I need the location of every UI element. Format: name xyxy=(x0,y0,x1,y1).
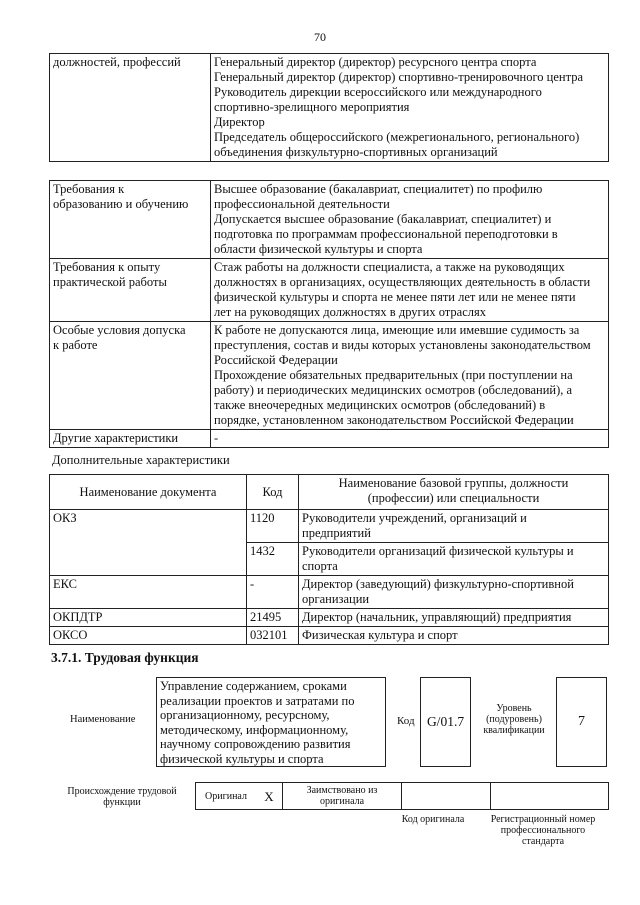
code-text: 1432 xyxy=(250,544,275,558)
function-name-box xyxy=(156,677,386,767)
row-label-text: практической работы xyxy=(53,275,167,289)
reg-number-caption xyxy=(477,814,609,847)
name-cell xyxy=(299,543,609,576)
function-name-line: Управление содержанием, сроками xyxy=(160,679,347,693)
table-row xyxy=(50,627,609,645)
name-text: Руководители организаций физической культуры и xyxy=(302,544,574,558)
code-cell xyxy=(247,510,299,543)
doc-text: ОКПДТР xyxy=(53,610,103,624)
original-mark-cell xyxy=(256,783,283,810)
table-row xyxy=(50,576,609,609)
text-line: К работе не допускаются лица, имеющие или имевшие судимость за xyxy=(214,323,580,337)
header-code-text: Код xyxy=(262,484,283,499)
code-value-box xyxy=(420,677,471,767)
doc-cell xyxy=(50,510,247,576)
table-row xyxy=(50,259,609,322)
section-heading: 3.7.1. Трудовая функция xyxy=(51,650,199,665)
professions-table xyxy=(49,53,609,162)
table-row xyxy=(196,783,609,810)
table-row xyxy=(50,510,609,543)
text-line: объединения физкультурно-спортивных организаций xyxy=(214,145,498,159)
text-line: Руководитель дирекции всероссийского или международного xyxy=(214,85,542,99)
row-label-text: образованию и обучению xyxy=(53,197,189,211)
row-label xyxy=(50,322,211,430)
text-line: Директор xyxy=(214,115,265,129)
text-line: - xyxy=(214,431,219,445)
name-cell xyxy=(299,510,609,543)
doc-cell xyxy=(50,609,247,627)
origin-label-line: Происхождение трудовой xyxy=(67,786,177,797)
row-value xyxy=(211,430,609,448)
classifiers-table xyxy=(49,474,609,645)
code-cell xyxy=(247,609,299,627)
code-text: 032101 xyxy=(250,628,288,642)
text-line: Председатель общероссийского (межрегионального, регионального) xyxy=(214,130,580,144)
professions-cell xyxy=(211,54,609,162)
text-line: Стаж работы на должности специалиста, а также на руководящих xyxy=(214,260,565,274)
text-line: физической культуры и спорта не менее пяти лет или не менее пяти xyxy=(214,290,576,304)
level-value-box xyxy=(556,677,607,767)
row-label xyxy=(50,181,211,259)
function-name-line: физической культуры и спорта xyxy=(160,751,324,766)
text-line: Генеральный директор (директор) спортивно-тренировочного центра xyxy=(214,70,584,84)
name-text: Физическая культура и спорт xyxy=(302,628,458,642)
reg-number-cell xyxy=(491,783,609,810)
table-header-row xyxy=(50,475,609,510)
row-value xyxy=(211,322,609,430)
requirements-table xyxy=(49,180,609,448)
origin-label xyxy=(57,786,187,808)
row-label-text: Особые условия допуска xyxy=(53,323,186,337)
text-line: Российской Федерации xyxy=(214,353,338,367)
name-cell xyxy=(299,627,609,645)
row-label xyxy=(50,430,211,448)
code-text: - xyxy=(250,577,255,591)
text-line: также внеочередных медицинских осмотров (обследований) в xyxy=(214,398,546,412)
header-name-text: (профессии) или специальности xyxy=(367,491,540,505)
row-label-text: должностей, профессий xyxy=(53,55,181,69)
table-row xyxy=(50,430,609,448)
reg-number-caption-line: профессионального xyxy=(500,825,586,836)
origin-label-line: функции xyxy=(103,797,141,808)
text-line: Допускается высшее образование (бакалавриат, специалитет) и xyxy=(214,212,552,226)
doc-text: ОКЗ xyxy=(53,511,77,525)
doc-text: ЕКС xyxy=(53,577,77,591)
code-value: G/01.7 xyxy=(426,714,465,729)
original-label: Оригинал xyxy=(205,790,247,802)
doc-cell xyxy=(50,576,247,609)
name-text: Директор (начальник, управляющий) предприятия xyxy=(302,610,572,624)
code-cell xyxy=(247,627,299,645)
name-text: Директор (заведующий) физкультурно-спортивной xyxy=(302,577,574,591)
function-name-line: методическому, информационному, xyxy=(160,722,349,737)
level-label-line: (подуровень) xyxy=(486,714,542,725)
code-original-caption: Код оригинала xyxy=(401,814,465,825)
level-label xyxy=(478,703,550,736)
header-name-text: Наименование базовой группы, должности xyxy=(338,476,569,490)
level-label-line: квалификации xyxy=(483,725,545,736)
name-text: спорта xyxy=(302,559,338,573)
row-label-text: Требования к опыту xyxy=(53,260,161,274)
header-doc xyxy=(50,475,247,510)
text-line: подготовка по программам профессиональной переподготовки в xyxy=(214,227,558,241)
text-line: должностях в организациях, осуществляющих деятельность в области xyxy=(214,275,591,289)
row-value xyxy=(211,259,609,322)
table-row xyxy=(50,181,609,259)
code-text: 1120 xyxy=(250,511,275,525)
row-label xyxy=(50,54,211,162)
page-number: 70 xyxy=(314,30,326,44)
header-code xyxy=(247,475,299,510)
name-label: Наименование xyxy=(70,714,136,725)
doc-cell xyxy=(50,627,247,645)
name-cell xyxy=(299,576,609,609)
name-cell xyxy=(299,609,609,627)
table-row xyxy=(50,609,609,627)
text-line: профессиональной деятельности xyxy=(214,197,390,211)
code-label: Код xyxy=(397,715,415,727)
text-line: преступления, состав и виды которых установлены законодательством xyxy=(214,338,591,352)
row-value xyxy=(211,181,609,259)
borrowed-label: Заимствовано из xyxy=(306,785,378,796)
text-line: Генеральный директор (директор) ресурсного центра спорта xyxy=(214,55,537,69)
text-line: Прохождение обязательных предварительных (при поступлении на xyxy=(214,368,573,382)
origin-table xyxy=(195,782,609,810)
level-value: 7 xyxy=(578,714,585,729)
name-text: Руководители учреждений, организаций и xyxy=(302,511,527,525)
name-text: предприятий xyxy=(302,526,371,540)
table-row xyxy=(50,322,609,430)
borrowed-cell xyxy=(283,783,402,810)
function-name-line: научному сопровождению развития xyxy=(160,737,351,751)
header-name xyxy=(299,475,609,510)
text-line: Высшее образование (бакалавриат, специалитет) по профилю xyxy=(214,182,543,196)
original-label-cell xyxy=(196,783,257,810)
header-doc-text: Наименование документа xyxy=(79,484,217,499)
reg-number-caption-line: стандарта xyxy=(521,836,565,847)
text-line: порядке, установленном законодательством Российской Федерации xyxy=(214,413,574,427)
additional-title: Дополнительные характеристики xyxy=(52,453,230,467)
original-mark: X xyxy=(264,788,274,804)
function-name-line: организационному, ресурсному, xyxy=(160,708,330,722)
code-cell xyxy=(247,543,299,576)
level-label-line: Уровень xyxy=(496,703,532,714)
row-label-text: к работе xyxy=(53,338,98,352)
row-label-text: Другие характеристики xyxy=(53,431,179,445)
name-text: организации xyxy=(302,592,370,606)
doc-text: ОКСО xyxy=(53,628,88,642)
code-cell xyxy=(247,576,299,609)
borrowed-label: оригинала xyxy=(319,796,365,807)
text-line: работу) и периодических медицинских осмотров (обследований), а xyxy=(214,383,573,397)
table-row xyxy=(50,54,609,162)
row-label-text: Требования к xyxy=(53,182,125,196)
text-line: лет на руководящих должностях в других отраслях xyxy=(214,305,487,319)
text-line: области физической культуры и спорта xyxy=(214,242,423,256)
code-original-cell xyxy=(402,783,491,810)
function-name-line: реализации проектов и затратами по xyxy=(160,693,355,708)
text-line: спортивно-зрелищного мероприятия xyxy=(214,100,410,114)
row-label xyxy=(50,259,211,322)
reg-number-caption-line: Регистрационный номер xyxy=(490,814,596,825)
code-text: 21495 xyxy=(250,610,282,624)
